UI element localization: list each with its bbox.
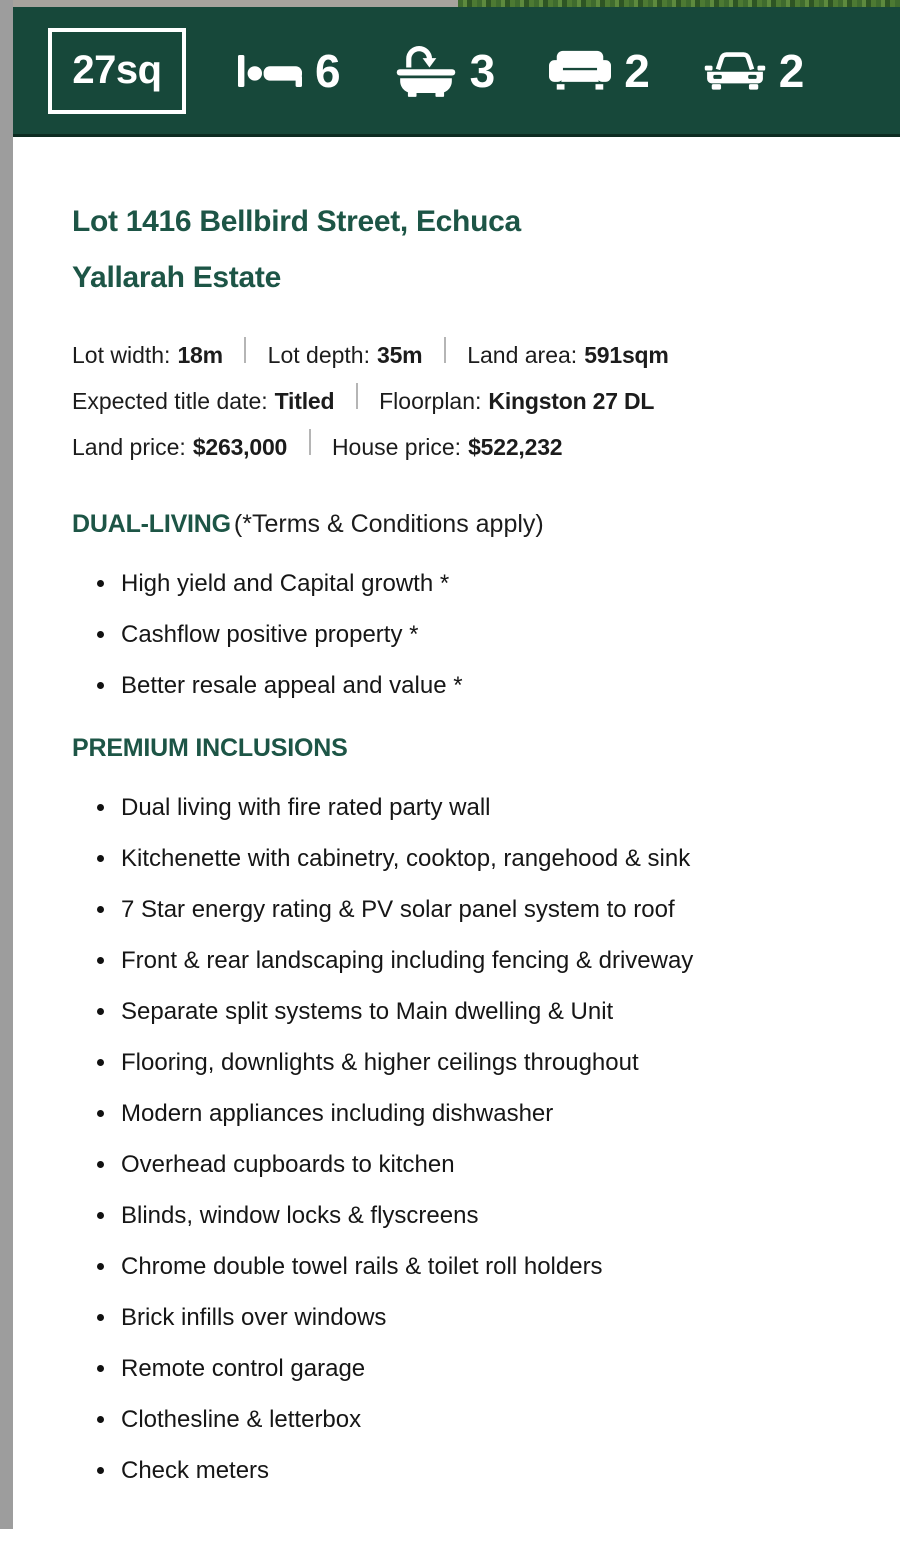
bullet-icon <box>97 1059 104 1066</box>
list-item <box>97 1405 860 1434</box>
detail-separator <box>444 337 446 363</box>
stat-bedrooms <box>238 44 341 97</box>
listing-estate: Yallarah Estate <box>72 261 281 294</box>
detail-label: Land price: <box>72 434 186 460</box>
detail-row-prices <box>72 424 860 470</box>
detail-label: Floorplan: <box>379 388 482 414</box>
bullet-icon <box>97 855 104 862</box>
bullet-icon <box>97 1314 104 1321</box>
list-item <box>97 793 860 822</box>
bullet-icon <box>97 1365 104 1372</box>
property-stats <box>238 42 804 100</box>
background-left-strip <box>0 0 13 1529</box>
list-item-text: Flooring, downlights & higher ceilings throughout <box>121 1049 639 1076</box>
premium-inclusions-heading: PREMIUM INCLUSIONS <box>72 734 348 762</box>
house-size-badge <box>48 28 186 114</box>
bullet-icon <box>97 682 104 689</box>
bath-icon <box>395 42 457 100</box>
list-item <box>97 844 860 873</box>
list-item-text: Clothesline & letterbox <box>121 1406 362 1433</box>
bullet-icon <box>97 1263 104 1270</box>
list-item <box>97 1099 860 1128</box>
list-item-text: Check meters <box>121 1457 270 1484</box>
detail-row-lot <box>72 332 860 378</box>
bullet-icon <box>97 1008 104 1015</box>
detail-value: 18m <box>177 342 223 368</box>
car-spaces-count: 2 <box>778 44 805 97</box>
listing-body <box>13 140 900 1559</box>
list-item-text: Modern appliances including dishwasher <box>121 1100 554 1127</box>
detail-label: Expected title date: <box>72 388 268 414</box>
listing-title <box>72 194 860 306</box>
list-item-text: Dual living with fire rated party wall <box>121 794 491 821</box>
bullet-icon <box>97 1110 104 1117</box>
detail-value: Titled <box>274 388 335 414</box>
detail-label: Lot depth: <box>267 342 370 368</box>
list-item-text: Front & rear landscaping including fencing & driveway <box>121 947 694 974</box>
sofa-icon <box>549 49 611 93</box>
bathrooms-count: 3 <box>469 44 496 97</box>
list-item-text: High yield and Capital growth * <box>121 570 450 597</box>
bullet-icon <box>97 631 104 638</box>
list-item <box>97 1150 860 1179</box>
detail-label: Lot width: <box>72 342 171 368</box>
background-grass-edge <box>458 0 900 7</box>
list-item-text: Overhead cupboards to kitchen <box>121 1151 455 1178</box>
list-item-text: Chrome double towel rails & toilet roll holders <box>121 1253 603 1280</box>
background-gray-edge <box>0 0 458 7</box>
bullet-icon <box>97 1467 104 1474</box>
stat-car-spaces <box>704 44 805 97</box>
list-item <box>97 1303 860 1332</box>
bullet-icon <box>97 804 104 811</box>
listing-address: Lot 1416 Bellbird Street, Echuca <box>72 205 521 238</box>
living-areas-count: 2 <box>624 44 650 97</box>
list-item-text: Kitchenette with cabinetry, cooktop, rangehood & sink <box>121 845 691 872</box>
detail-separator <box>309 429 311 455</box>
list-item-text: Blinds, window locks & flyscreens <box>121 1202 479 1229</box>
dual-living-terms-note: (*Terms & Conditions apply) <box>233 510 544 538</box>
list-item <box>97 1252 860 1281</box>
dual-living-list <box>72 569 860 700</box>
bullet-icon <box>97 906 104 913</box>
list-item <box>97 1354 860 1383</box>
detail-label: House price: <box>331 434 462 460</box>
car-icon <box>704 50 766 92</box>
list-item-text: Remote control garage <box>121 1355 366 1382</box>
detail-separator <box>244 337 246 363</box>
bullet-icon <box>97 580 104 587</box>
detail-value: Kingston 27 DL <box>488 388 655 414</box>
bullet-icon <box>97 957 104 964</box>
detail-label: Land area: <box>467 342 578 368</box>
bed-icon <box>238 50 302 92</box>
background-top-strip <box>0 0 900 7</box>
list-item-text: Separate split systems to Main dwelling & Unit <box>121 998 614 1025</box>
list-item <box>97 1456 860 1485</box>
list-item <box>97 569 860 598</box>
detail-value: $522,232 <box>468 434 563 460</box>
detail-separator <box>356 383 358 409</box>
house-size-label: 27sq <box>72 48 162 92</box>
bullet-icon <box>97 1212 104 1219</box>
list-item <box>97 1201 860 1230</box>
list-item <box>97 946 860 975</box>
list-item-text: Better resale appeal and value * <box>121 672 463 699</box>
list-item <box>97 997 860 1026</box>
bullet-icon <box>97 1416 104 1423</box>
list-item <box>97 895 860 924</box>
listing-header-bar <box>13 7 900 137</box>
premium-inclusions-list <box>72 793 860 1485</box>
list-item <box>97 671 860 700</box>
list-item-text: Brick infills over windows <box>121 1304 387 1331</box>
list-item-text: Cashflow positive property * <box>121 621 419 648</box>
detail-value: 35m <box>376 342 423 368</box>
stat-bathrooms <box>395 42 496 100</box>
property-details <box>72 332 860 470</box>
detail-value: 591sqm <box>584 342 669 368</box>
dual-living-heading <box>72 510 860 539</box>
detail-value: $263,000 <box>192 434 288 460</box>
bullet-icon <box>97 1161 104 1168</box>
stat-living-areas <box>549 44 650 97</box>
list-item <box>97 1048 860 1077</box>
list-item <box>97 620 860 649</box>
dual-living-heading-text: DUAL-LIVING <box>72 510 231 538</box>
bedrooms-count: 6 <box>315 44 341 97</box>
list-item-text: 7 Star energy rating & PV solar panel system to roof <box>121 896 675 923</box>
detail-row-title-floorplan <box>72 378 860 424</box>
